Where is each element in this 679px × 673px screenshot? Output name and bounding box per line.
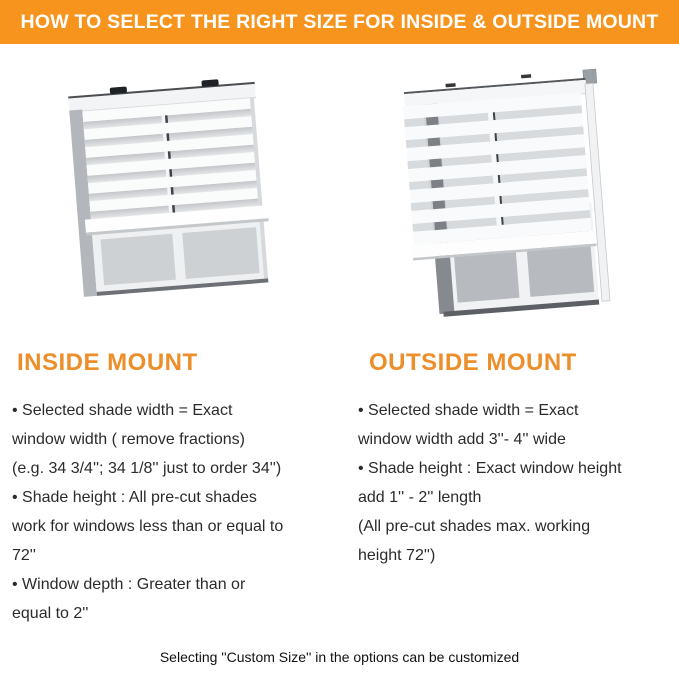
instruction-line: window width ( remove fractions): [12, 431, 245, 448]
custom-size-note: Selecting ''Custom Size'' in the options can be customized: [159, 649, 520, 665]
page-title: HOW TO SELECT THE RIGHT SIZE FOR INSIDE & OUTSIDE MOUNT: [20, 10, 659, 33]
instruction-line: • Shade height : Exact window height: [358, 460, 622, 477]
outside-mount-window-drawing: [382, 40, 647, 340]
glass-pane-right: [182, 227, 259, 279]
outside-mount-heading: OUTSIDE MOUNT: [369, 349, 577, 376]
mount-bracket-icon: [201, 79, 218, 87]
instruction-line: (e.g. 34 3/4''; 34 1/8'' just to order 34''): [12, 460, 282, 477]
inside-mount-window-drawing: [38, 42, 303, 342]
mount-bracket-icon: [110, 86, 127, 94]
mount-bracket-icon: [521, 74, 531, 78]
glass-pane-left: [101, 234, 176, 286]
instruction-line: 72'': [12, 547, 36, 564]
inside-mount-instructions: [12, 396, 347, 628]
instruction-line: equal to 2'': [12, 605, 89, 622]
instruction-line: • Window depth : Greater than or: [12, 576, 246, 593]
instruction-line: window width add 3''- 4'' wide: [358, 431, 566, 448]
outside-mount-illustration: [382, 40, 647, 340]
inside-mount-illustration: [38, 42, 303, 342]
instruction-line: (All pre-cut shades max. working: [358, 518, 591, 535]
title-banner: [0, 0, 679, 44]
instruction-line: add 1'' - 2'' length: [358, 489, 482, 506]
instruction-line: height 72''): [358, 547, 436, 564]
instruction-line: • Selected shade width = Exact: [358, 402, 579, 419]
outside-mount-instructions: [358, 396, 676, 570]
zebra-shade-bands: [82, 98, 258, 219]
inside-mount-heading: INSIDE MOUNT: [17, 349, 198, 376]
mount-bracket-icon: [445, 83, 455, 87]
instruction-line: work for windows less than or equal to: [12, 518, 284, 535]
zebra-shade-bands: [403, 92, 591, 245]
instruction-line: • Shade height : All pre-cut shades: [12, 489, 257, 506]
instruction-line: • Selected shade width = Exact: [12, 402, 233, 419]
